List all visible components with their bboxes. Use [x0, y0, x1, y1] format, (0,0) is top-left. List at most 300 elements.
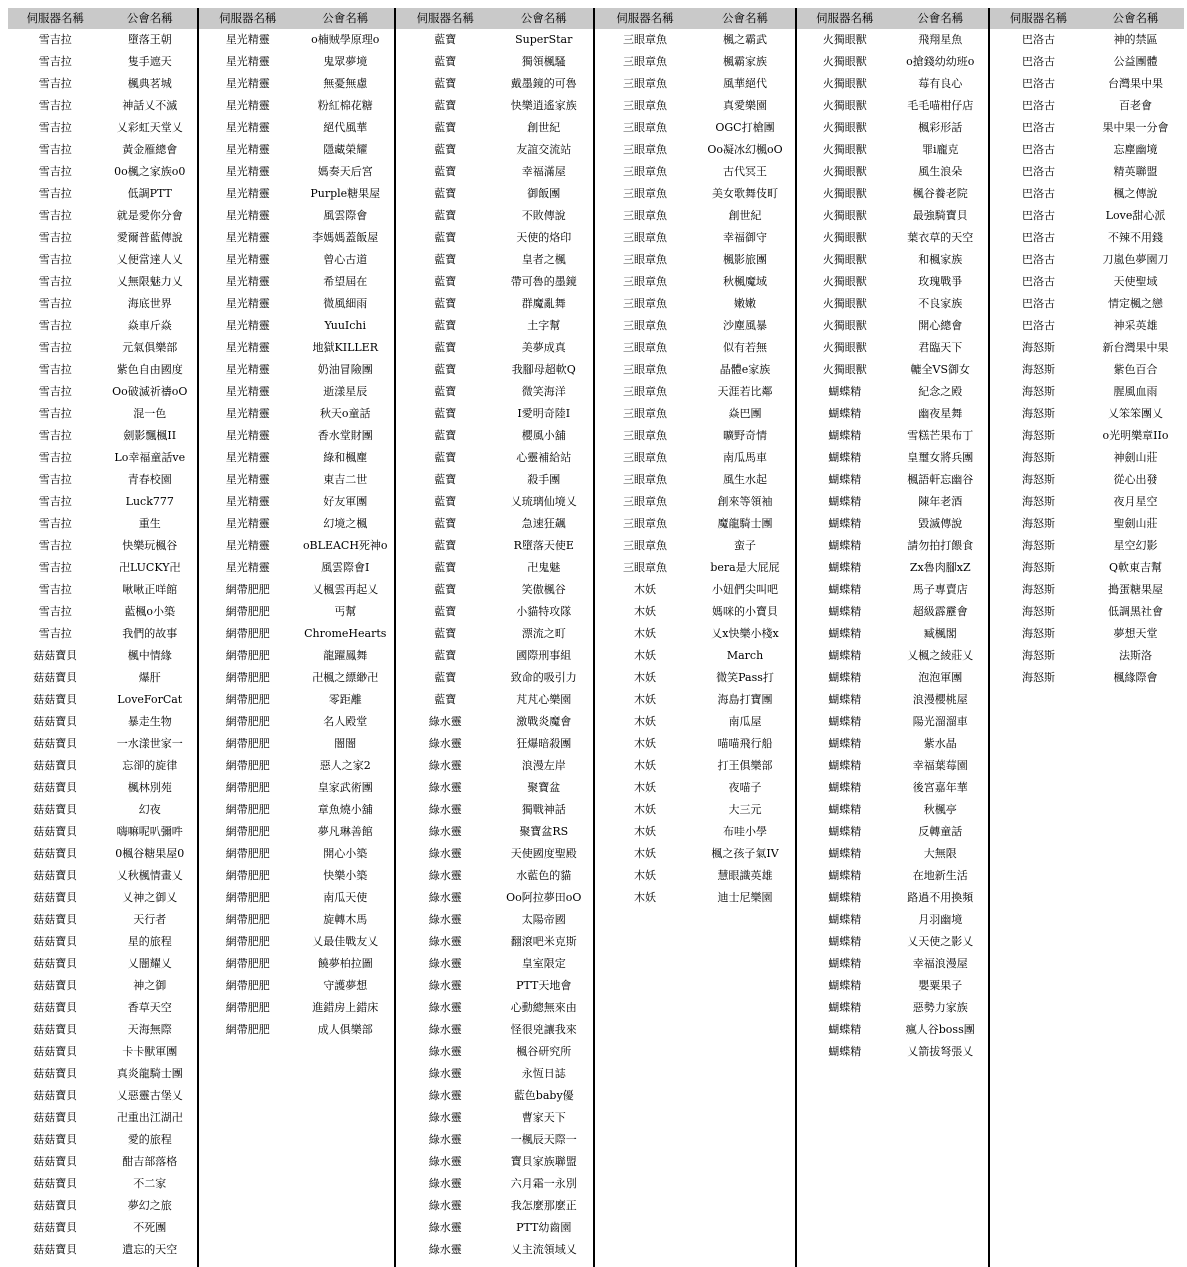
- server-name-cell: 海怒斯: [1022, 539, 1055, 552]
- header-server: 伺服器名稱: [26, 11, 84, 25]
- guild-name-cell: 焱車斤焱: [127, 319, 172, 332]
- table-row: [990, 535, 1184, 557]
- guild-name-cell: Oo凝冰幻楓oO: [707, 143, 783, 156]
- guild-name-cell: 皇家武術團: [317, 781, 373, 794]
- server-name-cell: 藍寶: [434, 539, 457, 552]
- guild-name-cell: 笑傲楓谷: [521, 583, 566, 596]
- guild-name-cell: 卍LUCKY卍: [118, 561, 181, 574]
- server-name-cell: 菇菇寶貝: [33, 1243, 78, 1256]
- guild-name-cell: 皇璽女將兵團: [907, 451, 974, 464]
- table-row: [595, 183, 795, 205]
- table-row: [595, 29, 795, 51]
- table-row: [797, 711, 988, 733]
- table-row: [595, 205, 795, 227]
- table-row: [797, 315, 988, 337]
- guild-name-cell: 星空幻影: [1113, 539, 1158, 552]
- table-row: [595, 535, 795, 557]
- table-column-3: [394, 8, 593, 1267]
- table-row: [396, 1239, 593, 1261]
- guild-name-cell: 從心出發: [1113, 473, 1158, 486]
- guild-name-cell: 喵喵飛行船: [717, 737, 773, 750]
- server-name-cell: 雪吉拉: [38, 539, 72, 552]
- table-row: [8, 73, 197, 95]
- server-name-cell: 星光精靈: [225, 231, 270, 244]
- server-name-cell: 菇菇寶貝: [33, 1155, 78, 1168]
- table-row: [199, 777, 394, 799]
- server-name-cell: 藍寶: [434, 561, 457, 574]
- guild-name-cell: 香草天空: [127, 1001, 172, 1014]
- guild-name-cell: 聖劍山莊: [1113, 517, 1158, 530]
- guild-name-cell: 乂最佳戰友乂: [312, 935, 379, 948]
- server-name-cell: 海怒斯: [1022, 429, 1055, 442]
- table-row: [797, 535, 988, 557]
- table-row: [396, 381, 593, 403]
- server-name-cell: 雪吉拉: [38, 473, 72, 486]
- guild-name-cell: 腥風血雨: [1113, 385, 1158, 398]
- guild-name-cell: 楓緣際會: [1113, 671, 1158, 684]
- server-name-cell: 雪吉拉: [38, 187, 72, 200]
- guild-name-cell: 和楓家族: [918, 253, 963, 266]
- guild-name-cell: LoveForCat: [117, 693, 183, 706]
- table-row: [8, 777, 197, 799]
- guild-name-cell: 乂便當達人乂: [116, 253, 183, 266]
- server-name-cell: 海怒斯: [1022, 473, 1055, 486]
- guild-name-cell: 快樂逍遙家族: [510, 99, 577, 112]
- table-row: [396, 161, 593, 183]
- server-name-cell: 蝴蝶精: [828, 759, 862, 772]
- guild-name-cell: 夢凡琳善館: [317, 825, 373, 838]
- server-name-cell: 菇菇寶貝: [33, 649, 78, 662]
- table-row: [199, 623, 394, 645]
- guild-name-cell: 嫩嫩: [734, 297, 756, 310]
- table-row: [8, 183, 197, 205]
- table-row: [797, 29, 988, 51]
- table-row: [595, 711, 795, 733]
- table-row: [595, 843, 795, 865]
- guild-name-cell: 瘋人谷boss團: [905, 1023, 975, 1036]
- guild-name-cell: 不辣不用錢: [1108, 231, 1163, 244]
- table-header: [595, 8, 795, 29]
- server-name-cell: 蝴蝶精: [828, 847, 862, 860]
- table-row: [595, 315, 795, 337]
- server-name-cell: 藍寶: [434, 649, 457, 662]
- guild-name-cell: 曠野奇情: [723, 429, 767, 442]
- guild-name-cell: 楓霸家族: [723, 55, 767, 68]
- server-name-cell: 海怒斯: [1022, 407, 1055, 420]
- table-row: [8, 557, 197, 579]
- table-row: [797, 227, 988, 249]
- table-row: [396, 843, 593, 865]
- server-name-cell: 網帶肥肥: [225, 781, 270, 794]
- server-name-cell: 雪吉拉: [38, 407, 72, 420]
- server-name-cell: 木妖: [634, 869, 656, 882]
- guild-name-cell: 逝漾星辰: [323, 385, 368, 398]
- server-name-cell: 雪吉拉: [38, 55, 72, 68]
- table-row: [396, 821, 593, 843]
- server-name-cell: 火獨眼獸: [822, 165, 867, 178]
- guild-name-cell: 葉衣草的天空: [907, 231, 974, 244]
- guild-name-cell: 最強騎寶貝: [912, 209, 968, 222]
- table-row: [595, 821, 795, 843]
- server-name-cell: 網帶肥肥: [225, 869, 270, 882]
- server-name-cell: 三眼章魚: [623, 231, 667, 244]
- table-row: [595, 667, 795, 689]
- server-name-cell: 蝴蝶精: [828, 583, 862, 596]
- guild-name-cell: 小妞們尖叫吧: [712, 583, 778, 596]
- table-row: [8, 315, 197, 337]
- server-name-cell: 網帶肥肥: [225, 605, 270, 618]
- server-name-cell: 藍寶: [434, 495, 457, 508]
- header-guild: 公會名稱: [322, 11, 369, 25]
- table-row: [199, 315, 394, 337]
- table-row: [8, 381, 197, 403]
- server-name-cell: 綠水靈: [428, 979, 462, 992]
- guild-name-cell: 永恆日誌: [521, 1067, 566, 1080]
- server-name-cell: 菇菇寶貝: [33, 1221, 78, 1234]
- server-name-cell: 菇菇寶貝: [33, 759, 78, 772]
- table-row: [396, 623, 593, 645]
- table-row: [990, 579, 1184, 601]
- table-row: [595, 601, 795, 623]
- table-row: [595, 73, 795, 95]
- table-row: [199, 205, 394, 227]
- server-name-cell: 網帶肥肥: [225, 891, 270, 904]
- server-name-cell: 菇菇寶貝: [33, 1111, 78, 1124]
- table-row: [199, 865, 394, 887]
- server-name-cell: 木妖: [634, 583, 656, 596]
- server-name-cell: 藍寶: [434, 187, 457, 200]
- server-name-cell: 蝴蝶精: [828, 693, 862, 706]
- guild-name-cell: 乂笨笨團乂: [1108, 407, 1163, 420]
- header-guild: 公會名稱: [722, 11, 768, 25]
- guild-name-cell: 開心總會: [918, 319, 963, 332]
- table-row: [797, 975, 988, 997]
- table-row: [595, 425, 795, 447]
- server-name-cell: 綠水靈: [428, 957, 462, 970]
- table-row: [595, 117, 795, 139]
- guild-name-cell: 紫色百合: [1113, 363, 1158, 376]
- table-row: [797, 645, 988, 667]
- server-name-cell: 雪吉拉: [38, 143, 72, 156]
- guild-name-cell: 忘塵幽境: [1113, 143, 1158, 156]
- guild-name-cell: 夜喵子: [728, 781, 762, 794]
- header-guild: 公會名稱: [917, 11, 964, 25]
- guild-name-cell: 龍躍鳳舞: [323, 649, 368, 662]
- server-name-cell: 菇菇寶貝: [33, 1001, 78, 1014]
- guild-name-cell: o楠贼學原理o: [311, 33, 380, 46]
- guild-name-cell: 地獄KILLER: [312, 341, 378, 354]
- guild-name-cell: 隻手遮天: [127, 55, 172, 68]
- server-name-cell: 綠水靈: [428, 913, 462, 926]
- guild-name-cell: 粉紅棉花糖: [317, 99, 373, 112]
- guild-name-cell: 楓之霸武: [723, 33, 767, 46]
- server-name-cell: 星光精靈: [225, 385, 270, 398]
- table-row: [396, 755, 593, 777]
- server-name-cell: 星光精靈: [225, 99, 270, 112]
- guild-name-cell: 楓影旅團: [723, 253, 767, 266]
- table-row: [8, 491, 197, 513]
- server-name-cell: 菇菇寶貝: [33, 1199, 78, 1212]
- table-row: [396, 403, 593, 425]
- server-name-cell: 菇菇寶貝: [33, 715, 78, 728]
- guild-name-cell: 毛毛喵柑仔店: [907, 99, 974, 112]
- server-name-cell: 三眼章魚: [623, 121, 667, 134]
- guild-name-cell: 迪士尼樂園: [717, 891, 773, 904]
- table-row: [199, 1019, 394, 1041]
- table-row: [8, 1085, 197, 1107]
- table-row: [396, 95, 593, 117]
- server-name-cell: 木妖: [634, 847, 656, 860]
- table-row: [797, 1041, 988, 1063]
- table-row: [396, 73, 593, 95]
- server-name-cell: 火獨眼獸: [822, 363, 867, 376]
- server-name-cell: 網帶肥肥: [225, 671, 270, 684]
- table-row: [199, 909, 394, 931]
- guild-name-cell: 臧楓閣: [923, 627, 957, 640]
- server-name-cell: 綠水靈: [428, 1111, 462, 1124]
- guild-name-cell: 藍色baby優: [513, 1089, 574, 1102]
- server-name-cell: 三眼章魚: [623, 495, 667, 508]
- server-name-cell: 三眼章魚: [623, 99, 667, 112]
- header-guild: 公會名稱: [126, 11, 173, 25]
- table-row: [595, 271, 795, 293]
- header-server: 伺服器名稱: [416, 11, 474, 25]
- table-row: [396, 1041, 593, 1063]
- guild-name-cell: 聚寶盆RS: [519, 825, 569, 838]
- guild-name-cell: Luck777: [125, 495, 174, 508]
- server-name-cell: 星光精靈: [225, 451, 270, 464]
- column-divider: [593, 8, 595, 1267]
- server-name-cell: 藍寶: [434, 143, 457, 156]
- guild-name-cell: 轆全VS御女: [910, 363, 970, 376]
- server-name-cell: 海怒斯: [1022, 385, 1055, 398]
- table-row: [8, 975, 197, 997]
- server-name-cell: 藍寶: [434, 605, 457, 618]
- server-name-cell: 海怒斯: [1022, 517, 1055, 530]
- guild-name-cell: 進錯房上錯床: [312, 1001, 379, 1014]
- table-row: [797, 1019, 988, 1041]
- table-row: [8, 535, 197, 557]
- table-row: [396, 1107, 593, 1129]
- guild-name-cell: 秋楓魔域: [723, 275, 767, 288]
- guild-name-cell: 浪漫左岸: [521, 759, 566, 772]
- server-name-cell: 網帶肥肥: [225, 979, 270, 992]
- table-row: [990, 271, 1184, 293]
- table-rows: [990, 29, 1184, 689]
- guild-name-cell: 快樂玩楓谷: [122, 539, 178, 552]
- server-name-cell: 巴洛古: [1022, 165, 1055, 178]
- table-rows: [8, 29, 197, 1261]
- table-header: [797, 8, 988, 29]
- server-name-cell: 海怒斯: [1022, 341, 1055, 354]
- guild-name-cell: 幽夜星舞: [918, 407, 963, 420]
- table-row: [990, 205, 1184, 227]
- table-row: [990, 95, 1184, 117]
- guild-name-cell: 微風細雨: [323, 297, 368, 310]
- table-row: [797, 425, 988, 447]
- guild-name-cell: 浪漫櫻桃屋: [912, 693, 968, 706]
- server-name-cell: 菇菇寶貝: [33, 869, 78, 882]
- guild-name-cell: 乂箭拔弩張乂: [907, 1045, 974, 1058]
- table-row: [8, 711, 197, 733]
- server-name-cell: 藍寶: [434, 297, 457, 310]
- table-row: [199, 359, 394, 381]
- guild-name-cell: 混一色: [133, 407, 167, 420]
- guild-name-cell: OGC打槍團: [715, 121, 775, 134]
- server-name-cell: 星光精靈: [225, 209, 270, 222]
- server-name-cell: 雪吉拉: [38, 275, 72, 288]
- table-row: [990, 601, 1184, 623]
- table-row: [396, 733, 593, 755]
- header-server: 伺服器名稱: [1009, 11, 1068, 25]
- server-name-cell: 藍寶: [434, 275, 457, 288]
- guild-name-cell: 劍影飄楓II: [123, 429, 177, 442]
- table-row: [797, 865, 988, 887]
- table-row: [8, 843, 197, 865]
- table-row: [990, 249, 1184, 271]
- guild-name-cell: Lo幸福童話ve: [114, 451, 186, 464]
- table-row: [8, 425, 197, 447]
- guild-name-cell: 獨領楓騷: [521, 55, 566, 68]
- table-row: [199, 491, 394, 513]
- table-row: [8, 579, 197, 601]
- table-row: [396, 447, 593, 469]
- table-row: [396, 139, 593, 161]
- guild-name-cell: 乂無限魅力乂: [116, 275, 183, 288]
- server-name-cell: 雪吉拉: [38, 121, 72, 134]
- server-name-cell: 藍寶: [434, 209, 457, 222]
- server-name-cell: 藍寶: [434, 693, 457, 706]
- guild-name-cell: 零距離: [328, 693, 362, 706]
- table-row: [8, 821, 197, 843]
- guild-name-cell: 愛爾普藍傳說: [116, 231, 183, 244]
- guild-name-cell: 不敗傳說: [521, 209, 566, 222]
- guild-name-cell: o搶錢幼幼班o: [906, 55, 975, 68]
- table-rows: [797, 29, 988, 1063]
- table-row: [199, 843, 394, 865]
- server-name-cell: 菇菇寶貝: [33, 1089, 78, 1102]
- server-name-cell: 藍寶: [434, 341, 457, 354]
- server-name-cell: 綠水靈: [428, 1243, 462, 1256]
- server-name-cell: 菇菇寶貝: [33, 781, 78, 794]
- guild-name-cell: 酣吉部落格: [122, 1155, 178, 1168]
- guild-name-cell: bera是大屁屁: [710, 561, 780, 574]
- guild-name-cell: 楓中情緣: [127, 649, 172, 662]
- server-name-cell: 三眼章魚: [623, 209, 667, 222]
- guild-name-cell: 蛮子: [734, 539, 756, 552]
- guild-name-cell: Oo破滅祈禱oO: [112, 385, 188, 398]
- guild-name-cell: 天使的烙印: [516, 231, 572, 244]
- server-name-cell: 蝴蝶精: [828, 517, 862, 530]
- table-row: [396, 359, 593, 381]
- guild-name-cell: 鬼眾夢境: [323, 55, 368, 68]
- table-row: [8, 953, 197, 975]
- table-row: [595, 865, 795, 887]
- server-name-cell: 火獨眼獸: [822, 275, 867, 288]
- guild-name-cell: 晶體e家族: [719, 363, 771, 376]
- server-name-cell: 火獨眼獸: [822, 187, 867, 200]
- table-row: [990, 623, 1184, 645]
- guild-name-cell: 神之御: [133, 979, 167, 992]
- guild-name-cell: 罪i龐克: [921, 143, 959, 156]
- guild-name-cell: 我們的故事: [122, 627, 178, 640]
- guild-name-cell: 紫色自由國度: [116, 363, 183, 376]
- table-row: [797, 73, 988, 95]
- table-row: [595, 139, 795, 161]
- guild-name-cell: 打王俱樂部: [717, 759, 773, 772]
- guild-name-cell: 曾心古道: [323, 253, 368, 266]
- guild-name-cell: 綠和楓塵: [323, 451, 368, 464]
- guild-name-cell: 饒夢柏拉圖: [317, 957, 373, 970]
- table-row: [396, 601, 593, 623]
- table-row: [797, 183, 988, 205]
- table-row: [396, 51, 593, 73]
- table-row: [199, 557, 394, 579]
- table-row: [797, 777, 988, 799]
- guild-name-cell: 乂琉璃仙境乂: [510, 495, 577, 508]
- server-name-cell: 藍寶: [434, 121, 457, 134]
- table-row: [990, 161, 1184, 183]
- table-row: [797, 689, 988, 711]
- guild-name-cell: oBLEACH死神o: [302, 539, 388, 552]
- server-name-cell: 木妖: [634, 715, 656, 728]
- table-row: [199, 975, 394, 997]
- guild-name-cell: 大無限: [923, 847, 957, 860]
- column-divider: [197, 8, 199, 1267]
- guild-name-cell: 莓有良心: [918, 77, 963, 90]
- server-name-cell: 星光精靈: [225, 143, 270, 156]
- guild-name-cell: 惡勢力家族: [912, 1001, 968, 1014]
- server-name-cell: 火獨眼獸: [822, 143, 867, 156]
- server-name-cell: 雪吉拉: [38, 297, 72, 310]
- table-row: [396, 1195, 593, 1217]
- guild-name-cell: 超級霹靂會: [912, 605, 968, 618]
- table-row: [797, 733, 988, 755]
- table-row: [396, 469, 593, 491]
- guild-name-cell: March: [726, 649, 764, 662]
- guild-name-cell: 戴墨鏡的可魯: [510, 77, 577, 90]
- table-row: [595, 227, 795, 249]
- server-name-cell: 雪吉拉: [38, 363, 72, 376]
- table-row: [396, 117, 593, 139]
- table-row: [199, 425, 394, 447]
- guild-name-cell: 章魚燒小舖: [317, 803, 373, 816]
- guild-name-cell: 夜月星空: [1113, 495, 1158, 508]
- table-row: [990, 425, 1184, 447]
- server-name-cell: 三眼章魚: [623, 517, 667, 530]
- guild-name-cell: 一楓辰天際一: [510, 1133, 577, 1146]
- table-row: [8, 645, 197, 667]
- table-row: [199, 249, 394, 271]
- table-row: [199, 51, 394, 73]
- server-name-cell: 星光精靈: [225, 55, 270, 68]
- server-name-cell: 綠水靈: [428, 825, 462, 838]
- server-name-cell: 三眼章魚: [623, 363, 667, 376]
- table-row: [797, 95, 988, 117]
- guild-name-cell: 楓谷研究所: [516, 1045, 572, 1058]
- table-row: [396, 1129, 593, 1151]
- table-row: [8, 755, 197, 777]
- server-name-cell: 星光精靈: [225, 275, 270, 288]
- table-row: [396, 997, 593, 1019]
- guild-name-cell: 皇室限定: [521, 957, 566, 970]
- server-name-cell: 海怒斯: [1022, 605, 1055, 618]
- guild-name-cell: 法斯洛: [1119, 649, 1152, 662]
- table-row: [797, 997, 988, 1019]
- table-column-6: [988, 8, 1184, 1267]
- table-row: [990, 491, 1184, 513]
- guild-name-cell: 搗蛋糖果屋: [1108, 583, 1163, 596]
